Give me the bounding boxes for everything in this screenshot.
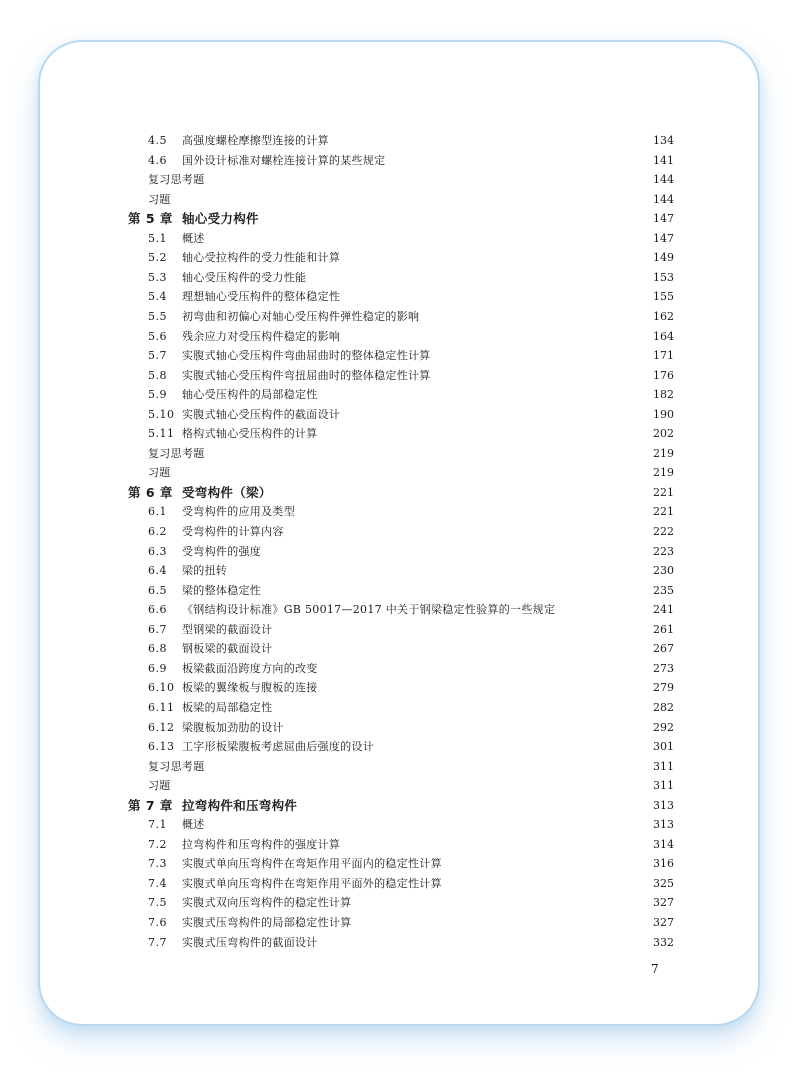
toc-entry-title: 残余应力对受压构件稳定的影响 — [182, 329, 341, 343]
toc-section-row — [148, 502, 674, 522]
toc-misc-row — [148, 463, 674, 483]
toc-section-row — [148, 405, 674, 425]
toc-section-row — [148, 854, 674, 874]
toc-section-row — [148, 151, 674, 171]
toc-entry-page: 292 — [653, 720, 674, 734]
toc-entry-title: 型钢梁的截面设计 — [182, 622, 273, 636]
toc-entry-number: 5.4 — [148, 290, 167, 304]
toc-leader-dots — [324, 678, 646, 698]
toc-entry-title: 受弯构件的强度 — [182, 544, 262, 558]
toc-entry-page: 147 — [653, 231, 674, 245]
toc-section-row — [148, 131, 674, 151]
toc-entry-title: 受弯构件的计算内容 — [182, 525, 284, 538]
toc-leader-dots — [211, 229, 646, 249]
toc-leader-dots — [346, 405, 646, 425]
toc-leader-dots — [448, 874, 646, 894]
toc-entry-page: 222 — [653, 525, 674, 538]
toc-entry-page: 134 — [653, 134, 674, 147]
toc-leader-dots — [448, 854, 646, 874]
toc-entry-number: 6.7 — [148, 622, 167, 636]
toc-leader-dots — [290, 522, 646, 542]
toc-entry-number: 6.2 — [148, 525, 167, 538]
toc-entry-title: 习题 — [148, 779, 171, 793]
toc-entry-page: 162 — [653, 309, 674, 323]
toc-leader-dots — [346, 835, 646, 855]
toc-entry-title: 习题 — [148, 192, 171, 206]
toc-leader-dots — [391, 151, 646, 171]
toc-section-row — [148, 366, 674, 386]
toc-entry-title: 板梁的翼缘板与腹板的连接 — [182, 681, 318, 695]
toc-entry-number: 6.4 — [148, 564, 167, 578]
toc-entry-page: 202 — [653, 427, 674, 441]
toc-section-row — [148, 620, 674, 640]
toc-section-row — [148, 561, 674, 581]
toc-section-row — [148, 815, 674, 835]
toc-leader-dots — [177, 190, 646, 210]
toc-entry-number: 5.6 — [148, 329, 167, 343]
toc-entry-number: 5.5 — [148, 309, 167, 323]
toc-section-row — [148, 229, 674, 249]
toc-entry-title: 梁的整体稳定性 — [182, 583, 262, 597]
toc-entry-page: 190 — [653, 407, 674, 421]
toc-entry-page: 221 — [653, 485, 674, 499]
toc-entry-number: 6.11 — [148, 700, 175, 714]
toc-entry-title: 格构式轴心受压构件的计算 — [182, 427, 318, 441]
toc-entry-page: 313 — [653, 818, 674, 832]
toc-entry-number: 6.12 — [148, 720, 175, 734]
toc-entry-number: 5.11 — [148, 427, 175, 441]
toc-leader-dots — [278, 483, 646, 503]
toc-entry-title: 实腹式双向压弯构件的稳定性计算 — [182, 896, 352, 910]
toc-entry-title: 复习思考题 — [148, 173, 205, 187]
toc-section-row — [148, 287, 674, 307]
toc-entry-number: 第 6 章 — [128, 484, 173, 500]
toc-entry-number: 6.5 — [148, 583, 167, 597]
toc-entry-title: 实腹式单向压弯构件在弯矩作用平面外的稳定性计算 — [182, 876, 442, 890]
toc-leader-dots — [346, 287, 646, 307]
toc-section-row — [148, 698, 674, 718]
toc-leader-dots — [177, 776, 646, 796]
toc-entry-title: 实腹式轴心受压构件的截面设计 — [182, 407, 341, 421]
toc-section-row — [148, 346, 674, 366]
toc-section-row — [148, 327, 674, 347]
toc-leader-dots — [324, 424, 646, 444]
toc-misc-row — [148, 776, 674, 796]
toc-leader-dots — [278, 639, 646, 659]
toc-chapter-row — [128, 796, 674, 816]
toc-leader-dots — [335, 131, 646, 151]
toc-entry-number: 第 5 章 — [128, 211, 173, 227]
toc-misc-row — [148, 190, 674, 210]
toc-section-row — [148, 659, 674, 679]
toc-entry-title: 轴心受压构件的局部稳定性 — [182, 388, 318, 402]
toc-entry-page: 230 — [653, 564, 674, 578]
toc-entry-title: 高强度螺栓摩擦型连接的计算 — [182, 134, 329, 147]
toc-section-row — [148, 248, 674, 268]
toc-entry-page: 313 — [653, 798, 674, 812]
toc-entry-title: 受弯构件（梁） — [182, 484, 272, 500]
toc-entry-title: 理想轴心受压构件的整体稳定性 — [182, 290, 341, 304]
toc-entry-title: 概述 — [182, 231, 205, 245]
toc-entry-title: 《钢结构设计标准》GB 50017—2017 中关于钢梁稳定性验算的一些规定 — [182, 603, 556, 617]
toc-entry-title: 习题 — [148, 466, 171, 480]
toc-entry-title: 复习思考题 — [148, 446, 205, 460]
toc-leader-dots — [278, 620, 646, 640]
toc-leader-dots — [233, 561, 646, 581]
toc-entry-number: 5.3 — [148, 270, 167, 284]
toc-leader-dots — [211, 815, 646, 835]
toc-entry-number: 5.2 — [148, 251, 167, 265]
toc-section-row — [148, 542, 674, 562]
toc-entry-title: 轴心受拉构件的受力性能和计算 — [182, 251, 341, 265]
toc-entry-number: 7.1 — [148, 818, 167, 832]
toc-section-row — [148, 678, 674, 698]
toc-entry-page: 171 — [653, 349, 674, 363]
toc-entry-page: 325 — [653, 876, 674, 890]
toc-section-row — [148, 874, 674, 894]
toc-entry-title: 实腹式压弯构件的截面设计 — [182, 935, 318, 949]
toc-entry-page: 141 — [653, 153, 674, 167]
toc-entry-page: 221 — [653, 505, 674, 519]
toc-entry-title: 轴心受力构件 — [182, 211, 259, 227]
toc-entry-page: 241 — [653, 603, 674, 617]
toc-entry-page: 327 — [653, 916, 674, 929]
toc-leader-dots — [561, 600, 646, 620]
toc-section-row — [148, 307, 674, 327]
toc-leader-dots — [358, 893, 647, 913]
toc-misc-row — [148, 444, 674, 464]
toc-leader-dots — [177, 463, 646, 483]
toc-leader-dots — [324, 659, 646, 679]
toc-entry-page: 223 — [653, 544, 674, 558]
toc-entry-title: 初弯曲和初偏心对轴心受压构件弹性稳定的影响 — [182, 309, 420, 323]
toc-entry-title: 实腹式轴心受压构件弯曲屈曲时的整体稳定性计算 — [182, 349, 431, 363]
toc-entry-number: 6.10 — [148, 681, 175, 695]
toc-entry-page: 176 — [653, 368, 674, 382]
toc-chapter-row — [128, 209, 674, 229]
page-number: 7 — [651, 962, 659, 976]
toc-leader-dots — [267, 581, 646, 601]
toc-entry-title: 梁腹板加劲肋的设计 — [182, 720, 284, 734]
toc-chapter-row — [128, 483, 674, 503]
toc-entry-page: 273 — [653, 661, 674, 675]
toc-section-row — [148, 835, 674, 855]
toc-entry-number: 第 7 章 — [128, 797, 173, 813]
toc-entry-title: 工字形板梁腹板考虑屈曲后强度的设计 — [182, 740, 375, 754]
toc-section-row — [148, 385, 674, 405]
toc-entry-title: 国外设计标准对螺栓连接计算的某些规定 — [182, 153, 386, 167]
toc-leader-dots — [211, 444, 647, 464]
toc-entry-page: 164 — [653, 329, 674, 343]
toc-entry-number: 6.1 — [148, 505, 167, 519]
toc-section-row — [148, 893, 674, 913]
toc-entry-number: 6.8 — [148, 642, 167, 656]
toc-entry-title: 拉弯构件和压弯构件 — [182, 797, 298, 813]
toc-entry-number: 7.7 — [148, 935, 167, 949]
toc-entry-page: 147 — [653, 212, 674, 226]
toc-entry-title: 实腹式压弯构件的局部稳定性计算 — [182, 916, 352, 929]
toc-section-row — [148, 913, 674, 933]
toc-misc-row — [148, 170, 674, 190]
toc-entry-number: 7.4 — [148, 876, 167, 890]
toc-entry-page: 149 — [653, 251, 674, 265]
toc-entry-page: 219 — [653, 466, 674, 480]
toc-leader-dots — [324, 385, 646, 405]
toc-entry-number: 6.3 — [148, 544, 167, 558]
toc-entry-number: 5.7 — [148, 349, 167, 363]
toc-leader-dots — [324, 933, 646, 953]
toc-leader-dots — [303, 796, 646, 816]
toc-section-row — [148, 933, 674, 953]
toc-entry-page: 311 — [653, 779, 674, 793]
toc-entry-page: 279 — [653, 681, 674, 695]
toc-leader-dots — [267, 542, 646, 562]
toc-entry-page: 153 — [653, 270, 674, 284]
toc-misc-row — [148, 757, 674, 777]
toc-section-row — [148, 737, 674, 757]
toc-entry-number: 6.9 — [148, 661, 167, 675]
toc-section-row — [148, 718, 674, 738]
toc-entry-number: 7.6 — [148, 916, 167, 929]
toc-section-row — [148, 600, 674, 620]
toc-entry-number: 7.3 — [148, 857, 167, 871]
toc-leader-dots — [358, 913, 647, 933]
toc-entry-title: 实腹式轴心受压构件弯扭屈曲时的整体稳定性计算 — [182, 368, 431, 382]
toc-entry-page: 267 — [653, 642, 674, 656]
toc-entry-title: 梁的扭转 — [182, 564, 228, 578]
toc-leader-dots — [346, 327, 646, 347]
toc-entry-page: 301 — [653, 740, 674, 754]
toc-entry-page: 261 — [653, 622, 674, 636]
toc-leader-dots — [265, 209, 646, 229]
toc-leader-dots — [290, 718, 646, 738]
toc-entry-title: 实腹式单向压弯构件在弯矩作用平面内的稳定性计算 — [182, 857, 442, 871]
toc-entry-page: 316 — [653, 857, 674, 871]
toc-entry-page: 282 — [653, 700, 674, 714]
toc-entry-page: 182 — [653, 388, 674, 402]
toc-entry-page: 311 — [653, 759, 674, 773]
toc-entry-page: 144 — [653, 173, 674, 187]
toc-leader-dots — [301, 502, 646, 522]
toc-entry-title: 钢板梁的截面设计 — [182, 642, 273, 656]
toc-entry-number: 6.6 — [148, 603, 167, 617]
toc-entry-page: 219 — [653, 446, 674, 460]
toc-entry-title: 板梁截面沿跨度方向的改变 — [182, 661, 318, 675]
toc-entry-number: 5.1 — [148, 231, 167, 245]
toc-leader-dots — [211, 757, 647, 777]
toc-leader-dots — [278, 698, 646, 718]
toc-entry-number: 7.5 — [148, 896, 167, 910]
toc-section-row — [148, 424, 674, 444]
toc-leader-dots — [425, 307, 646, 327]
toc-entry-number: 5.8 — [148, 368, 167, 382]
toc-entry-title: 复习思考题 — [148, 759, 205, 773]
toc-entry-number: 7.2 — [148, 837, 167, 851]
toc-leader-dots — [380, 737, 646, 757]
toc-entry-page: 155 — [653, 290, 674, 304]
toc-section-row — [148, 581, 674, 601]
toc-entry-page: 314 — [653, 837, 674, 851]
toc-section-row — [148, 268, 674, 288]
toc-leader-dots — [437, 366, 646, 386]
toc-entry-page: 144 — [653, 192, 674, 206]
toc-leader-dots — [312, 268, 646, 288]
toc-entry-title: 拉弯构件和压弯构件的强度计算 — [182, 837, 341, 851]
toc-entry-page: 235 — [653, 583, 674, 597]
toc-entry-number: 6.13 — [148, 740, 175, 754]
toc-entry-title: 概述 — [182, 818, 205, 832]
toc-entry-page: 332 — [653, 935, 674, 949]
toc-section-row — [148, 522, 674, 542]
toc-entry-number: 4.5 — [148, 134, 167, 147]
toc-section-row — [148, 639, 674, 659]
toc-entry-title: 受弯构件的应用及类型 — [182, 505, 295, 519]
toc-entry-number: 5.10 — [148, 407, 175, 421]
toc-entry-title: 轴心受压构件的受力性能 — [182, 270, 307, 284]
toc-leader-dots — [437, 346, 646, 366]
toc-leader-dots — [346, 248, 646, 268]
toc-leader-dots — [211, 170, 647, 190]
toc-entry-title: 板梁的局部稳定性 — [182, 700, 273, 714]
toc-entry-page: 327 — [653, 896, 674, 910]
toc-entry-number: 4.6 — [148, 153, 167, 167]
toc-entry-number: 5.9 — [148, 388, 167, 402]
